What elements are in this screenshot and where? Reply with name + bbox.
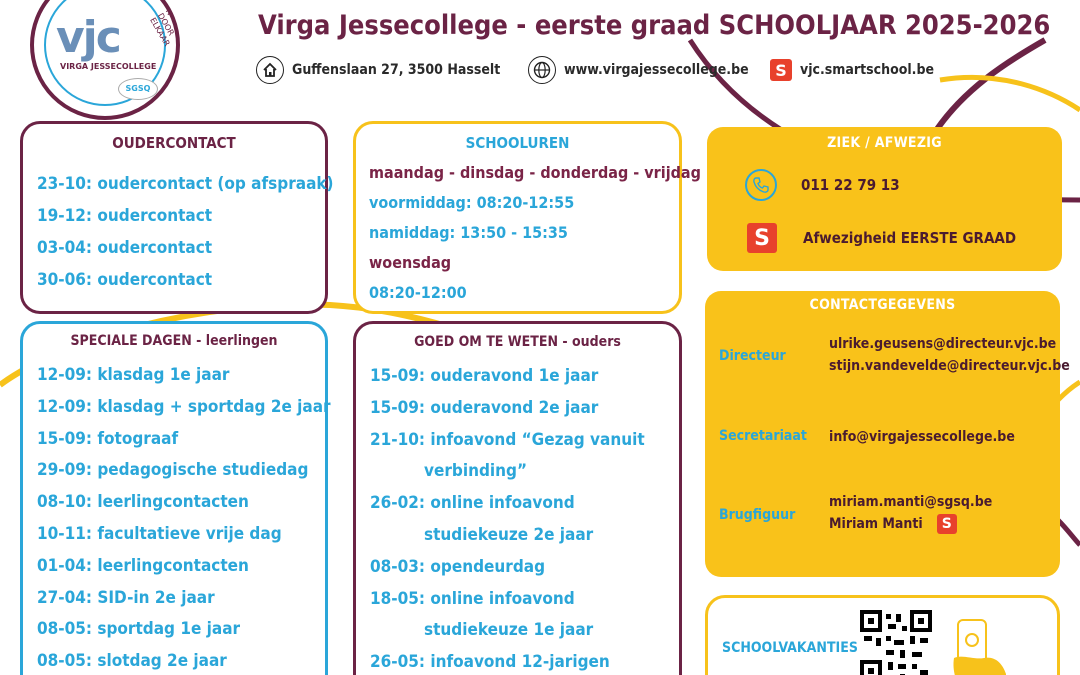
address-text: Guffenslaan 27, 3500 Hasselt — [292, 62, 501, 78]
speciale-dagen-title-main: SPECIALE DAGEN — [70, 333, 192, 349]
address-line — [256, 56, 500, 84]
page-title: Virga Jessecollege - eerste graad SCHOOLJAAR 2025-2026 — [258, 10, 1051, 41]
smartschool-icon[interactable]: S — [937, 514, 957, 534]
oudercontact-title: OUDERCONTACT — [112, 134, 236, 152]
ziek-afwezig-title: ZIEK / AFWEZIG — [827, 135, 942, 151]
goed-om-te-weten-title — [356, 334, 679, 350]
list-item: 21-10: infoavond “Gezag vanuit — [370, 429, 645, 450]
directeur-emails — [829, 333, 1070, 377]
home-icon — [256, 56, 284, 84]
oudercontact-list — [37, 174, 334, 302]
schoolvakanties-box — [705, 595, 1060, 675]
list-item: 15-09: ouderavond 1e jaar — [370, 366, 599, 386]
phone-hand-icon — [944, 614, 1014, 675]
list-item: 27-04: SID-in 2e jaar — [37, 587, 215, 608]
schooluren-afternoon: namiddag: 13:50 - 15:35 — [369, 223, 568, 242]
smartschool-line[interactable] — [770, 56, 934, 84]
list-item: 26-02: online infoavond — [370, 493, 575, 514]
list-item: 30-06: oudercontact — [37, 270, 213, 290]
contactgegevens-title: CONTACTGEGEVENS — [809, 297, 956, 313]
brugfiguur-details — [829, 491, 992, 535]
list-item: 01-04: leerlingcontacten — [37, 555, 249, 576]
list-item: 23-10: oudercontact (op afspraak) — [37, 174, 334, 194]
qr-code-icon[interactable] — [860, 610, 932, 675]
website-line[interactable] — [528, 56, 749, 84]
oudercontact-box — [20, 121, 334, 314]
schooluren-content — [369, 158, 701, 308]
list-item: 19-12: oudercontact — [37, 206, 213, 226]
list-item: 18-05: online infoavond — [370, 588, 575, 609]
list-item: 08-05: slotdag 2e jaar — [37, 651, 227, 672]
speciale-dagen-title-sub: - leerlingen — [196, 333, 278, 349]
list-item: 10-11: facultatieve vrije dag — [37, 523, 282, 544]
schooluren-morning: voormiddag: 08:20-12:55 — [369, 193, 575, 212]
logo-name: VIRGA JESSECOLLEGE — [60, 62, 157, 71]
list-item: 08-10: leerlingcontacten — [37, 492, 249, 513]
schooluren-days: maandag - dinsdag - donderdag - vrijdag — [369, 163, 701, 182]
globe-icon — [528, 56, 556, 84]
list-item: 12-09: klasdag + sportdag 2e jaar — [37, 396, 331, 417]
list-item: 08-05: sportdag 1e jaar — [37, 619, 241, 640]
schooluren-title: SCHOOLUREN — [465, 134, 570, 152]
secretariaat-email[interactable]: info@virgajessecollege.be — [829, 429, 1015, 445]
list-item-continued: verbinding” — [424, 461, 528, 482]
list-item: 03-04: oudercontact — [37, 238, 213, 258]
ziek-afwezig-box — [707, 127, 1062, 271]
smartschool-icon: S — [747, 223, 777, 253]
goed-om-te-weten-title-main: GOED OM TE WETEN — [414, 334, 559, 350]
schooluren-box — [353, 121, 701, 314]
goed-om-te-weten-list — [370, 366, 671, 675]
goed-om-te-weten-box — [353, 321, 682, 675]
schoolvakanties-title: SCHOOLVAKANTIES — [722, 640, 858, 656]
phone-row[interactable] — [745, 169, 900, 201]
smartschool-link[interactable]: vjc.smartschool.be — [800, 62, 935, 78]
directeur-email-1[interactable]: ulrike.geusens@directeur.vjc.be — [829, 336, 1057, 352]
list-item: 15-09: fotograaf — [37, 428, 179, 449]
list-item: 26-05: infoavond 12-jarigen — [370, 652, 610, 673]
speciale-dagen-box — [20, 321, 331, 675]
speciale-dagen-list — [37, 365, 331, 675]
phone-icon — [745, 169, 777, 201]
list-item: 08-03: opendeurdag — [370, 556, 546, 577]
directeur-email-2[interactable]: stijn.vandevelde@directeur.vjc.be — [829, 358, 1070, 374]
logo-mark: vjc — [56, 12, 120, 63]
website-link[interactable]: www.virgajessecollege.be — [564, 62, 749, 78]
brugfiguur-name: Miriam Manti — [829, 516, 923, 532]
brugfiguur-email[interactable]: miriam.manti@sgsq.be — [829, 494, 993, 510]
phone-number[interactable]: 011 22 79 13 — [801, 176, 900, 194]
list-item: 15-09: ouderavond 2e jaar — [370, 397, 599, 418]
list-item-continued: studiekeuze 2e jaar — [424, 524, 594, 545]
absence-row[interactable] — [747, 223, 1016, 253]
smartschool-icon: S — [770, 59, 792, 81]
schooluren-wednesday: woensdag — [369, 253, 452, 272]
logo-arc-text: N DOOR ELKAAR — [148, 7, 176, 48]
absence-link[interactable]: Afwezigheid EERSTE GRAAD — [803, 229, 1017, 247]
brugfiguur-label: Brugfiguur — [719, 507, 796, 523]
secretariaat-label: Secretariaat — [719, 428, 807, 444]
contactgegevens-box — [705, 291, 1070, 577]
list-item: 12-09: klasdag 1e jaar — [37, 365, 230, 385]
speciale-dagen-title — [23, 333, 325, 349]
schooluren-wednesday-hours: 08:20-12:00 — [369, 283, 467, 302]
list-item-continued: studiekeuze 1e jaar — [424, 620, 594, 641]
goed-om-te-weten-title-sub: - ouders — [562, 334, 621, 350]
brugfiguur-name-row — [829, 513, 992, 535]
directeur-label: Directeur — [719, 348, 786, 364]
list-item: 29-09: pedagogische studiedag — [37, 460, 309, 481]
sgsq-badge: SGSQ — [118, 78, 158, 100]
